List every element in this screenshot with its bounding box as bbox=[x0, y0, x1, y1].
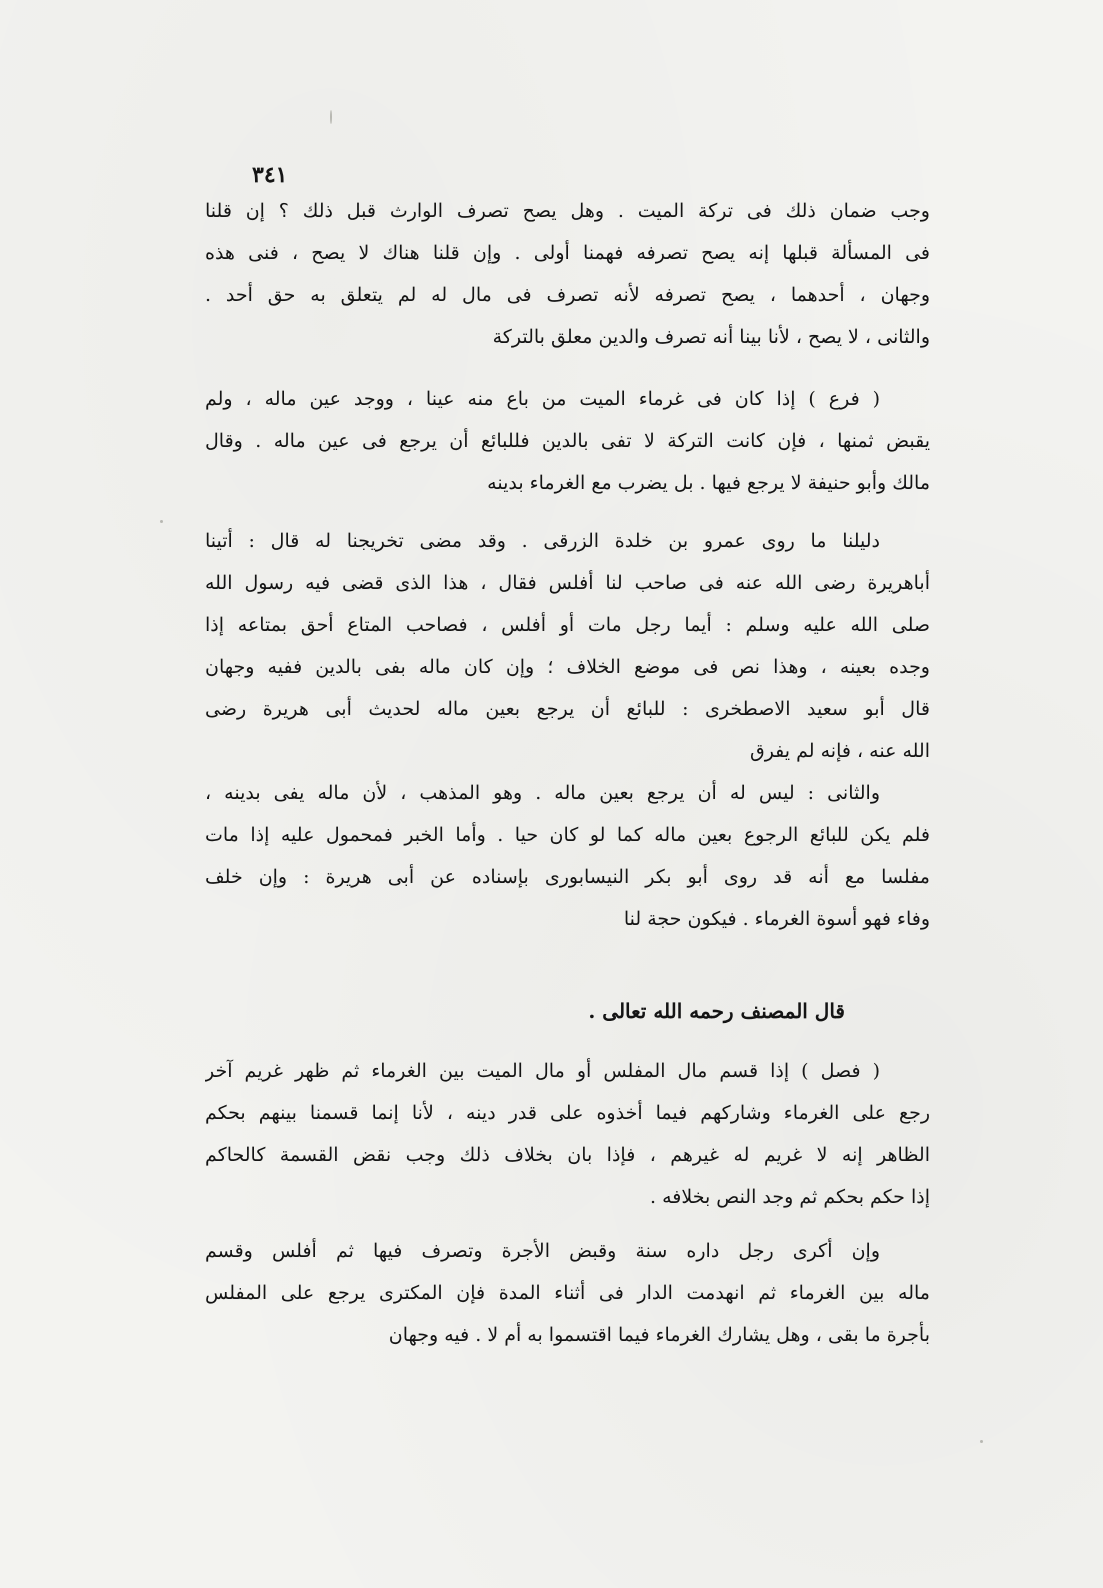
page-number: ٣٤١ bbox=[252, 162, 288, 188]
text-line: أباهريرة رضى الله عنه فى صاحب لنا أفلس فقال ، هذا الذى قضى فيه رسول الله bbox=[205, 572, 930, 594]
paragraph-inheritance-disposal bbox=[205, 190, 930, 358]
scan-mark bbox=[980, 1440, 983, 1443]
text-line: مالك وأبو حنيفة لا يرجع فيها . بل يضرب مع الغرماء بدينه bbox=[487, 472, 930, 494]
text-line: بأجرة ما بقى ، وهل يشارك الغرماء فيما اقتسموا به أم لا . فيه وجهان bbox=[388, 1324, 930, 1346]
text-line: إذا حكم بحكم ثم وجد النص بخلافه . bbox=[650, 1186, 930, 1208]
paragraph-chapter-division bbox=[205, 1050, 930, 1218]
text-line: وجب ضمان ذلك فى تركة الميت . وهل يصح تصرف الوارث قبل ذلك ؟ إن قلنا bbox=[205, 200, 930, 222]
text-line: فى المسألة قبلها إنه يصح تصرفه فهمنا أولى . وإن قلنا هناك لا يصح ، فنى هذه bbox=[205, 242, 930, 264]
text-line: يقبض ثمنها ، فإن كانت التركة لا تفى بالدين فللبائع أن يرجع فى عين ماله . وقال bbox=[205, 430, 930, 452]
text-line: قال أبو سعيد الاصطخرى : للبائع أن يرجع بعين ماله لحديث أبى هريرة رضى bbox=[205, 698, 930, 720]
text-line: مفلسا مع أنه قد روى أبو بكر النيسابورى بإسناده عن أبى هريرة : وإن خلف bbox=[205, 866, 930, 888]
text-line: ماله بين الغرماء ثم انهدمت الدار فى أثناء المدة فإن المكترى يرجع على المفلس bbox=[205, 1282, 930, 1304]
text-line: وإن أكرى رجل داره سنة وقبض الأجرة وتصرف فيها ثم أفلس وقسم bbox=[205, 1240, 880, 1262]
text-line: صلى الله عليه وسلم : أيما رجل مات أو أفلس ، فصاحب المتاع أحق بمتاعه إذا bbox=[205, 614, 930, 636]
paragraph-branch-seller bbox=[205, 378, 930, 504]
paragraph-evidence bbox=[205, 520, 930, 772]
text-line: فلم يكن للبائع الرجوع بعين ماله كما لو كان حيا . وأما الخبر فمحمول عليه إذا مات bbox=[205, 824, 930, 846]
scan-mark bbox=[330, 110, 332, 124]
paragraph-second-view bbox=[205, 772, 930, 940]
text-line: والثانى ، لا يصح ، لأنا بينا أنه تصرف والدين معلق بالتركة bbox=[492, 326, 930, 348]
text-line: ( فرع ) إذا كان فى غرماء الميت من باع منه عينا ، ووجد عين ماله ، ولم bbox=[205, 388, 880, 410]
text-line: وفاء فهو أسوة الغرماء . فيكون حجة لنا bbox=[623, 908, 930, 930]
paragraph-lease bbox=[205, 1230, 930, 1356]
text-line: والثانى : ليس له أن يرجع بعين ماله . وهو المذهب ، لأن ماله يفى بدينه ، bbox=[205, 782, 880, 804]
author-heading: قال المصنف رحمه الله تعالى . bbox=[588, 999, 845, 1023]
text-line: الظاهر إنه لا غريم له غيرهم ، فإذا بان بخلاف ذلك وجب نقض القسمة كالحاكم bbox=[205, 1144, 930, 1166]
text-line: ( فصل ) إذا قسم مال المفلس أو مال الميت بين الغرماء ثم ظهر غريم آخر bbox=[205, 1060, 880, 1082]
text-line: الله عنه ، فإنه لم يفرق bbox=[749, 740, 930, 762]
text-line: دليلنا ما روى عمرو بن خلدة الزرقى . وقد مضى تخريجنا له قال : أتينا bbox=[205, 530, 880, 552]
text-line: رجع على الغرماء وشاركهم فيما أخذوه على قدر دينه ، لأنا إنما قسمنا بينهم بحكم bbox=[205, 1102, 930, 1124]
text-line: وجهان ، أحدهما ، يصح تصرفه لأنه تصرف فى مال له لم يتعلق به حق أحد . bbox=[205, 284, 930, 306]
scan-mark bbox=[160, 520, 163, 523]
text-line: وجده بعينه ، وهذا نص فى موضع الخلاف ؛ وإن كان ماله بفى بالدين ففيه وجهان bbox=[205, 656, 930, 678]
